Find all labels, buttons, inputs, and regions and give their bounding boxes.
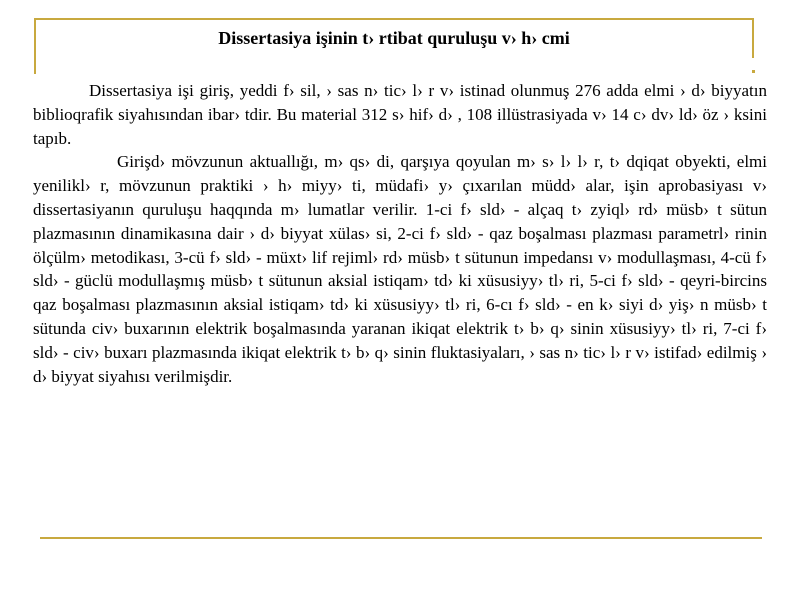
paragraph-structure: Dissertasiya işi giriş, yeddi f› sil, › sas n› tic› l› r v› istinad olunmuş 276 adda elmi › d› biyyatın biblioqrafik siyahısından ibar› tdir. Bu material 312 s› hif› d› , 108 illüstrasiyada v› 14 c› dv› ld› öz › ksini tapıb. (33, 81, 767, 148)
bottom-divider (40, 537, 762, 539)
frame-top-border (34, 18, 754, 20)
slide-body (33, 79, 767, 388)
paragraph-contents: Girişd› mövzunun aktuallığı, m› qs› di, qarşıya qoyulan m› s› l› l› r, t› dqiqat obyekti, elmi yenilikl› r, mövzunun praktiki › h› miyy› ti, müdafi› y› çıxarılan müdd› alar, işin aprobasiyası v› dissertasiyanın quruluşu haqqında m› lumatlar verilir. 1-ci f› sld› - alçaq t› zyiql› rd› müsb› t sütun plazmasının dinamikasına dair › d› biyyat xülas› si, 2-ci f› sld› - qaz boşalması plazması parametrl› rinin ölçülm› metodikası, 3-cü f› sld› - müxt› lif rejiml› rd› müsb› t sütunun impedansı v› modullaşması, 4-cü f› sld› - güclü modullaşmış müsb› t sütunun aksial istiqam› td› ki xüsusiyy› tl› ri, 5-ci f› sld› - qeyri-bircins qaz boşalması plazmasının aksial istiqam› td› ki xüsusiyy› tl› ri, 6-cı f› sld› - en k› siyi d› yiş› n müsb› t sütunda civ› buxarının elektrik boşalmasında yaranan ikiqat elektrik t› b› q› sinin xüsusiyy› tl› ri, 7-ci f› sld› - civ› buxarı plazmasında ikiqat elektrik t› b› q› sinin fluktasiyaları, › sas n› tic› l› r v› istifad› edilmiş › d› biyyat siyahısı verilmişdir. (33, 152, 767, 386)
accent-dot (752, 70, 755, 73)
slide-title: Dissertasiya işinin t› rtibat quruluşu v› h› cmi (218, 28, 570, 48)
